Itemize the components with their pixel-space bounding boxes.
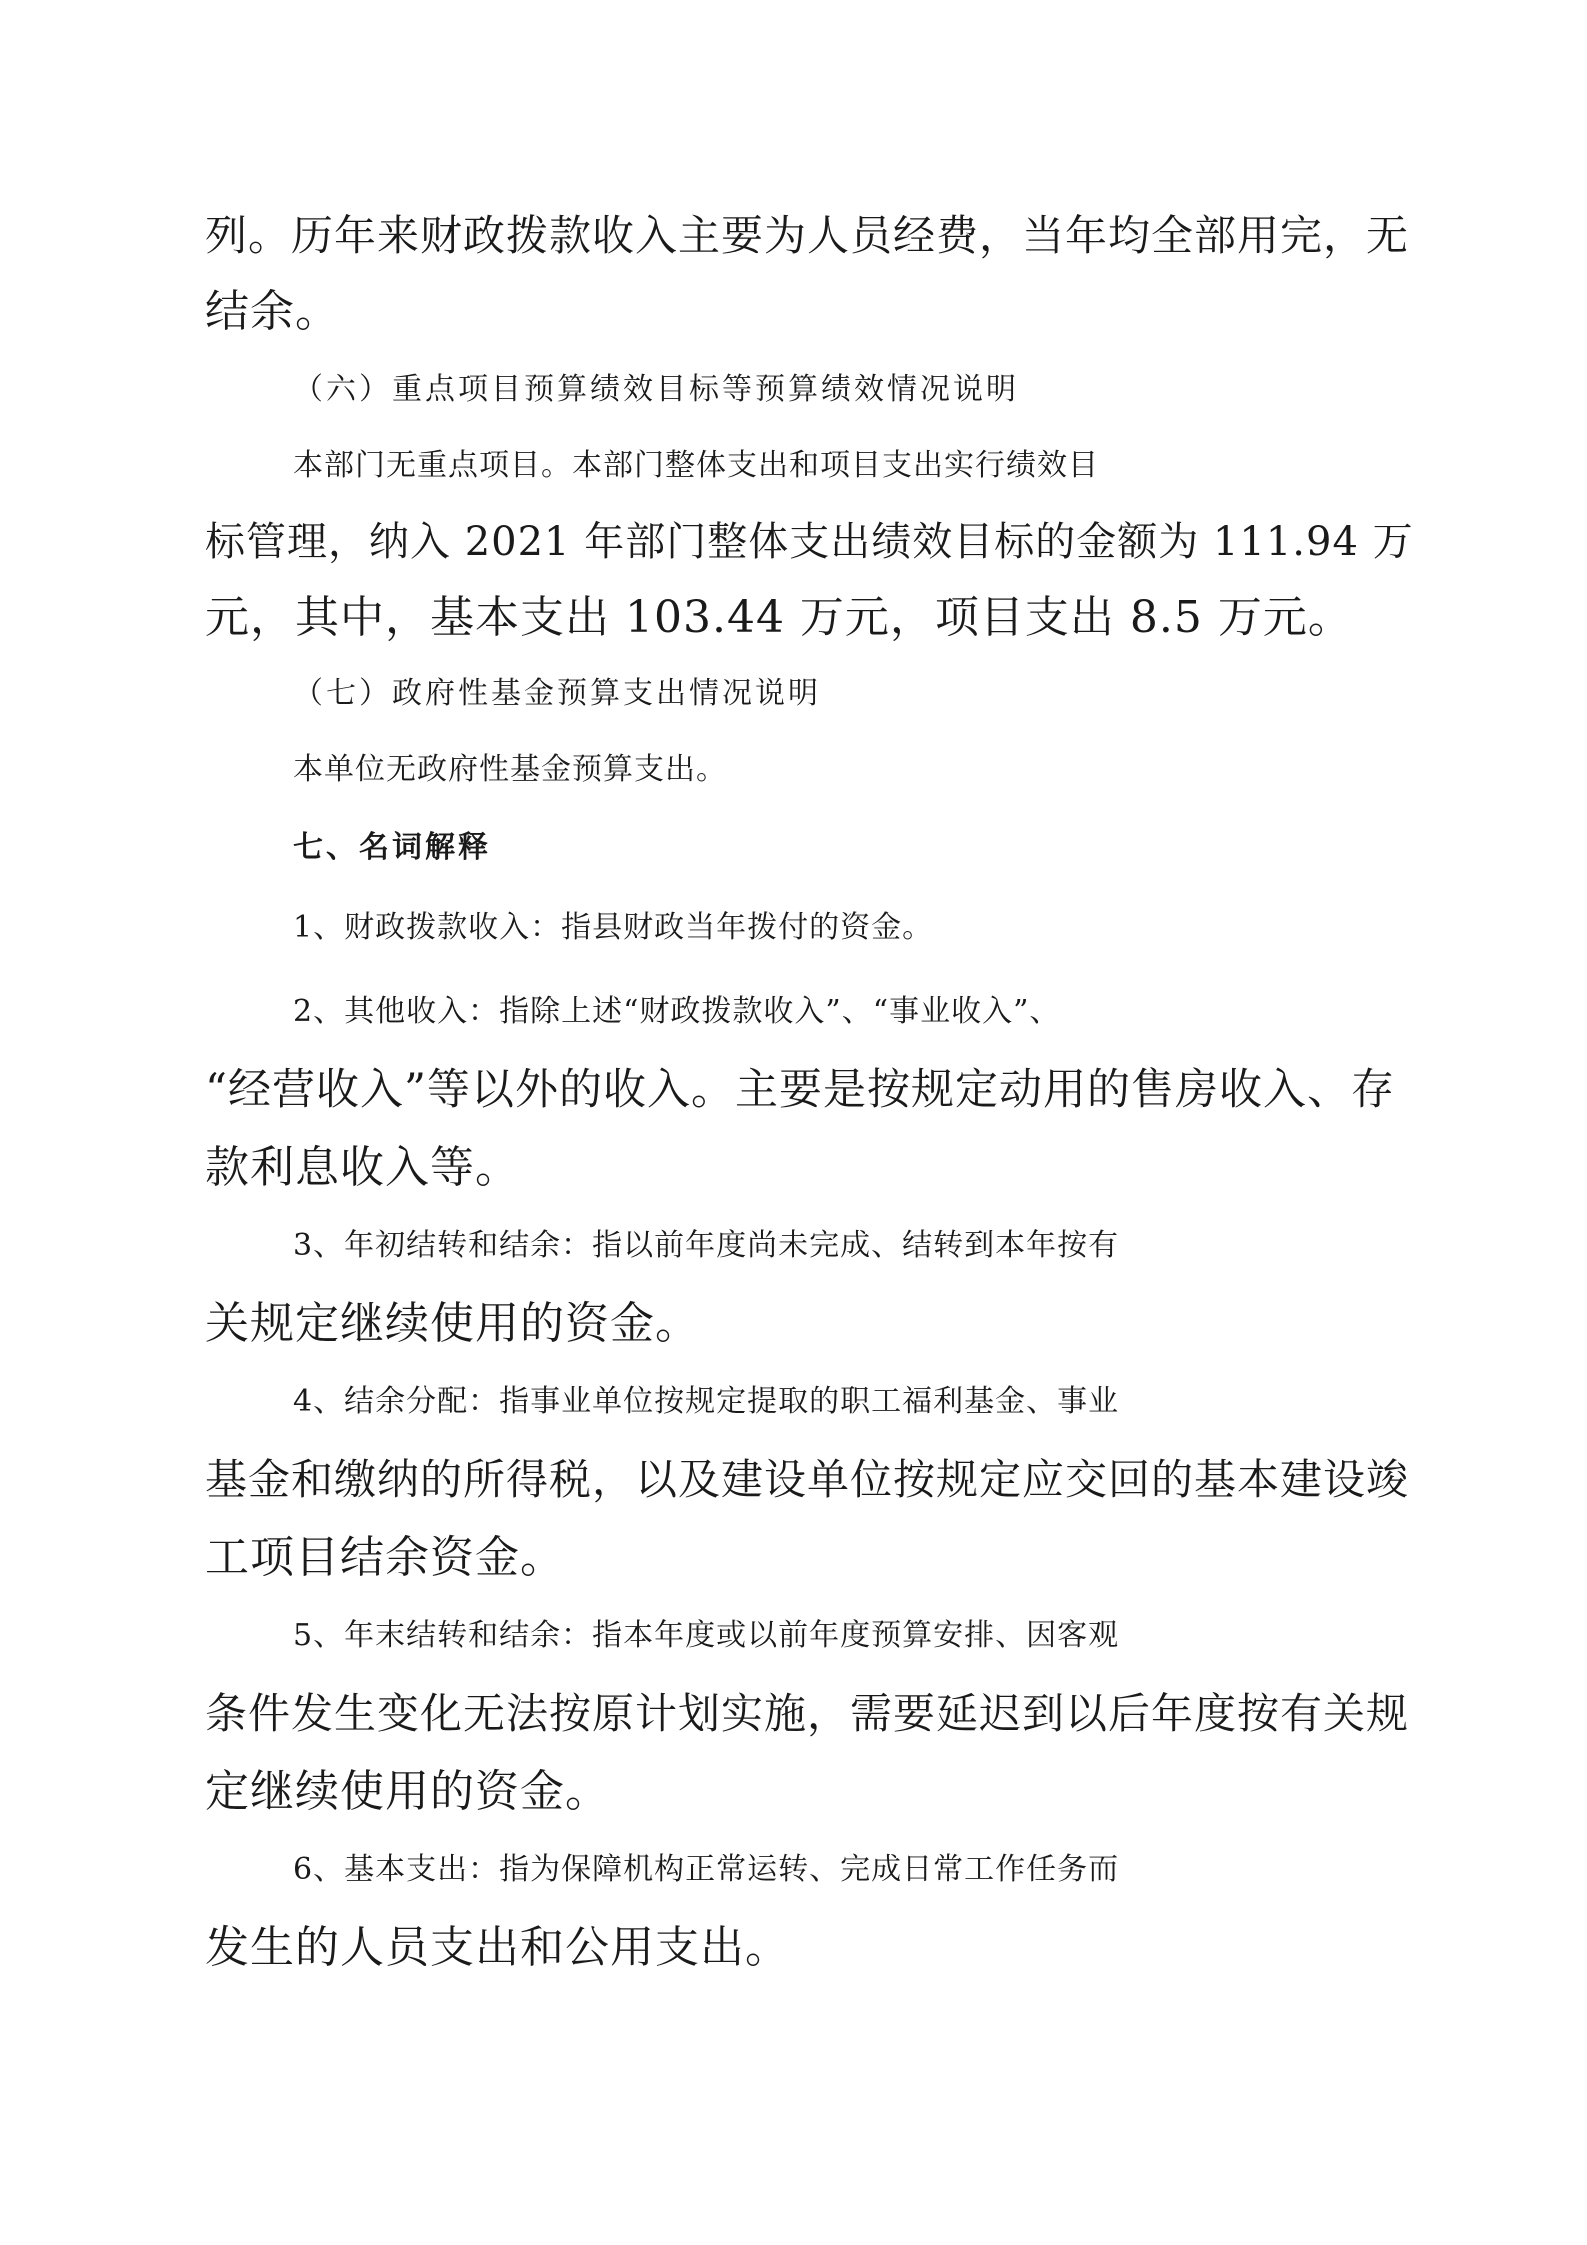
definition-line: 定继续使用的资金。 [205,1766,610,1817]
section-heading: （六）重点项目预算绩效目标等预算绩效情况说明 [293,372,1019,407]
definition-line: 关规定继续使用的资金。 [205,1298,700,1349]
definition-line: 6、基本支出：指为保障机构正常运转、完成日常工作任务而 [293,1852,1120,1887]
paragraph-line: 本单位无政府性基金预算支出。 [293,752,727,787]
definition-line: “经营收入”等以外的收入。主要是按规定动用的售房收入、存 [205,1065,1395,1115]
definition-line: 工项目结余资金。 [205,1532,565,1583]
paragraph-line: 本部门无重点项目。本部门整体支出和项目支出实行绩效目 [293,448,1099,483]
paragraph-line: 列。历年来财政拨款收入主要为人员经费，当年均全部用完，无 [205,211,1410,260]
paragraph-line: 结余。 [205,286,340,337]
definition-line: 3、年初结转和结余：指以前年度尚未完成、结转到本年按有 [293,1228,1120,1263]
definition-line: 发生的人员支出和公用支出。 [205,1922,790,1973]
paragraph-line: 元，其中，基本支出 103.44 万元，项目支出 8.5 万元。 [205,592,1353,643]
definition-line: 基金和缴纳的所得税，以及建设单位按规定应交回的基本建设竣 [205,1455,1410,1504]
definition-line: 2、其他收入：指除上述“财政拨款收入”、“事业收入”、 [293,994,1061,1029]
chapter-heading: 七、名词解释 [293,830,491,865]
definition-line: 条件发生变化无法按原计划实施，需要延迟到以后年度按有关规 [205,1689,1410,1738]
paragraph-line: 标管理，纳入 2021 年部门整体支出绩效目标的金额为 111.94 万 [205,519,1414,565]
section-heading: （七）政府性基金预算支出情况说明 [293,676,821,711]
definition-line: 1、财政拨款收入：指县财政当年拨付的资金。 [293,910,934,945]
definition-line: 款利息收入等。 [205,1142,520,1193]
definition-line: 5、年末结转和结余：指本年度或以前年度预算安排、因客观 [293,1618,1120,1653]
definition-line: 4、结余分配：指事业单位按规定提取的职工福利基金、事业 [293,1384,1120,1419]
